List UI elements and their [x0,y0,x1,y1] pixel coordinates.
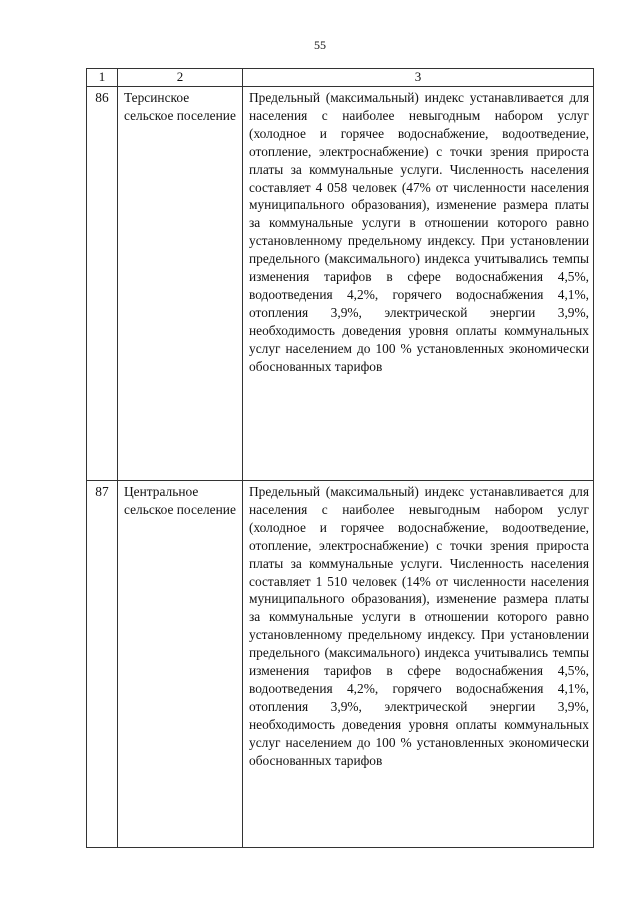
table-row [87,481,594,848]
settlement-name: Терсинское сельское поселение [118,87,243,481]
page-number: 55 [314,38,326,52]
tariff-index-table [86,68,594,848]
row-number: 86 [87,87,118,481]
header-cell-3: 3 [243,69,594,87]
index-description: Предельный (максимальный) индекс устанавливается для населения с наиболее невыгодным набором услуг (холодное и горячее водоснабжение, водоотведение, отопление, электроснабжение) с точки зрения прироста платы за коммунальные услуги. Численность населения составляет 1 510 человек (14% от численности населения муниципального образования), изменение размера платы за коммунальные услуги в отношении которого равно установленному предельному индексу. При установлении предельного (максимального) индекса учитывались темпы изменения тарифов в сфере водоснабжения 4,5%, водоотведения 4,2%, горячего водоснабжения 4,1%, отопления 3,9%, электрической энергии 3,9%, необходимость доведения уровня оплаты коммунальных услуг населением до 100 % установленных экономически обоснованных тарифов [243,481,594,848]
settlement-name: Центральное сельское поселение [118,481,243,848]
index-description: Предельный (максимальный) индекс устанавливается для населения с наиболее невыгодным набором услуг (холодное и горячее водоснабжение, водоотведение, отопление, электроснабжение) с точки зрения прироста платы за коммунальные услуги. Численность населения составляет 4 058 человек (47% от численности населения муниципального образования), изменение размера платы за коммунальные услуги в отношении которого равно установленному предельному индексу. При установлении предельного (максимального) индекса учитывались темпы изменения тарифов в сфере водоснабжения 4,5%, водоотведения 4,2%, горячего водоснабжения 4,1%, отопления 3,9%, электрической энергии 3,9%, необходимость доведения уровня оплаты коммунальных услуг населением до 100 % установленных экономически обоснованных тарифов [243,87,594,481]
header-cell-1: 1 [87,69,118,87]
row-number: 87 [87,481,118,848]
table-row [87,87,594,481]
table-header-row [87,69,594,87]
header-cell-2: 2 [118,69,243,87]
